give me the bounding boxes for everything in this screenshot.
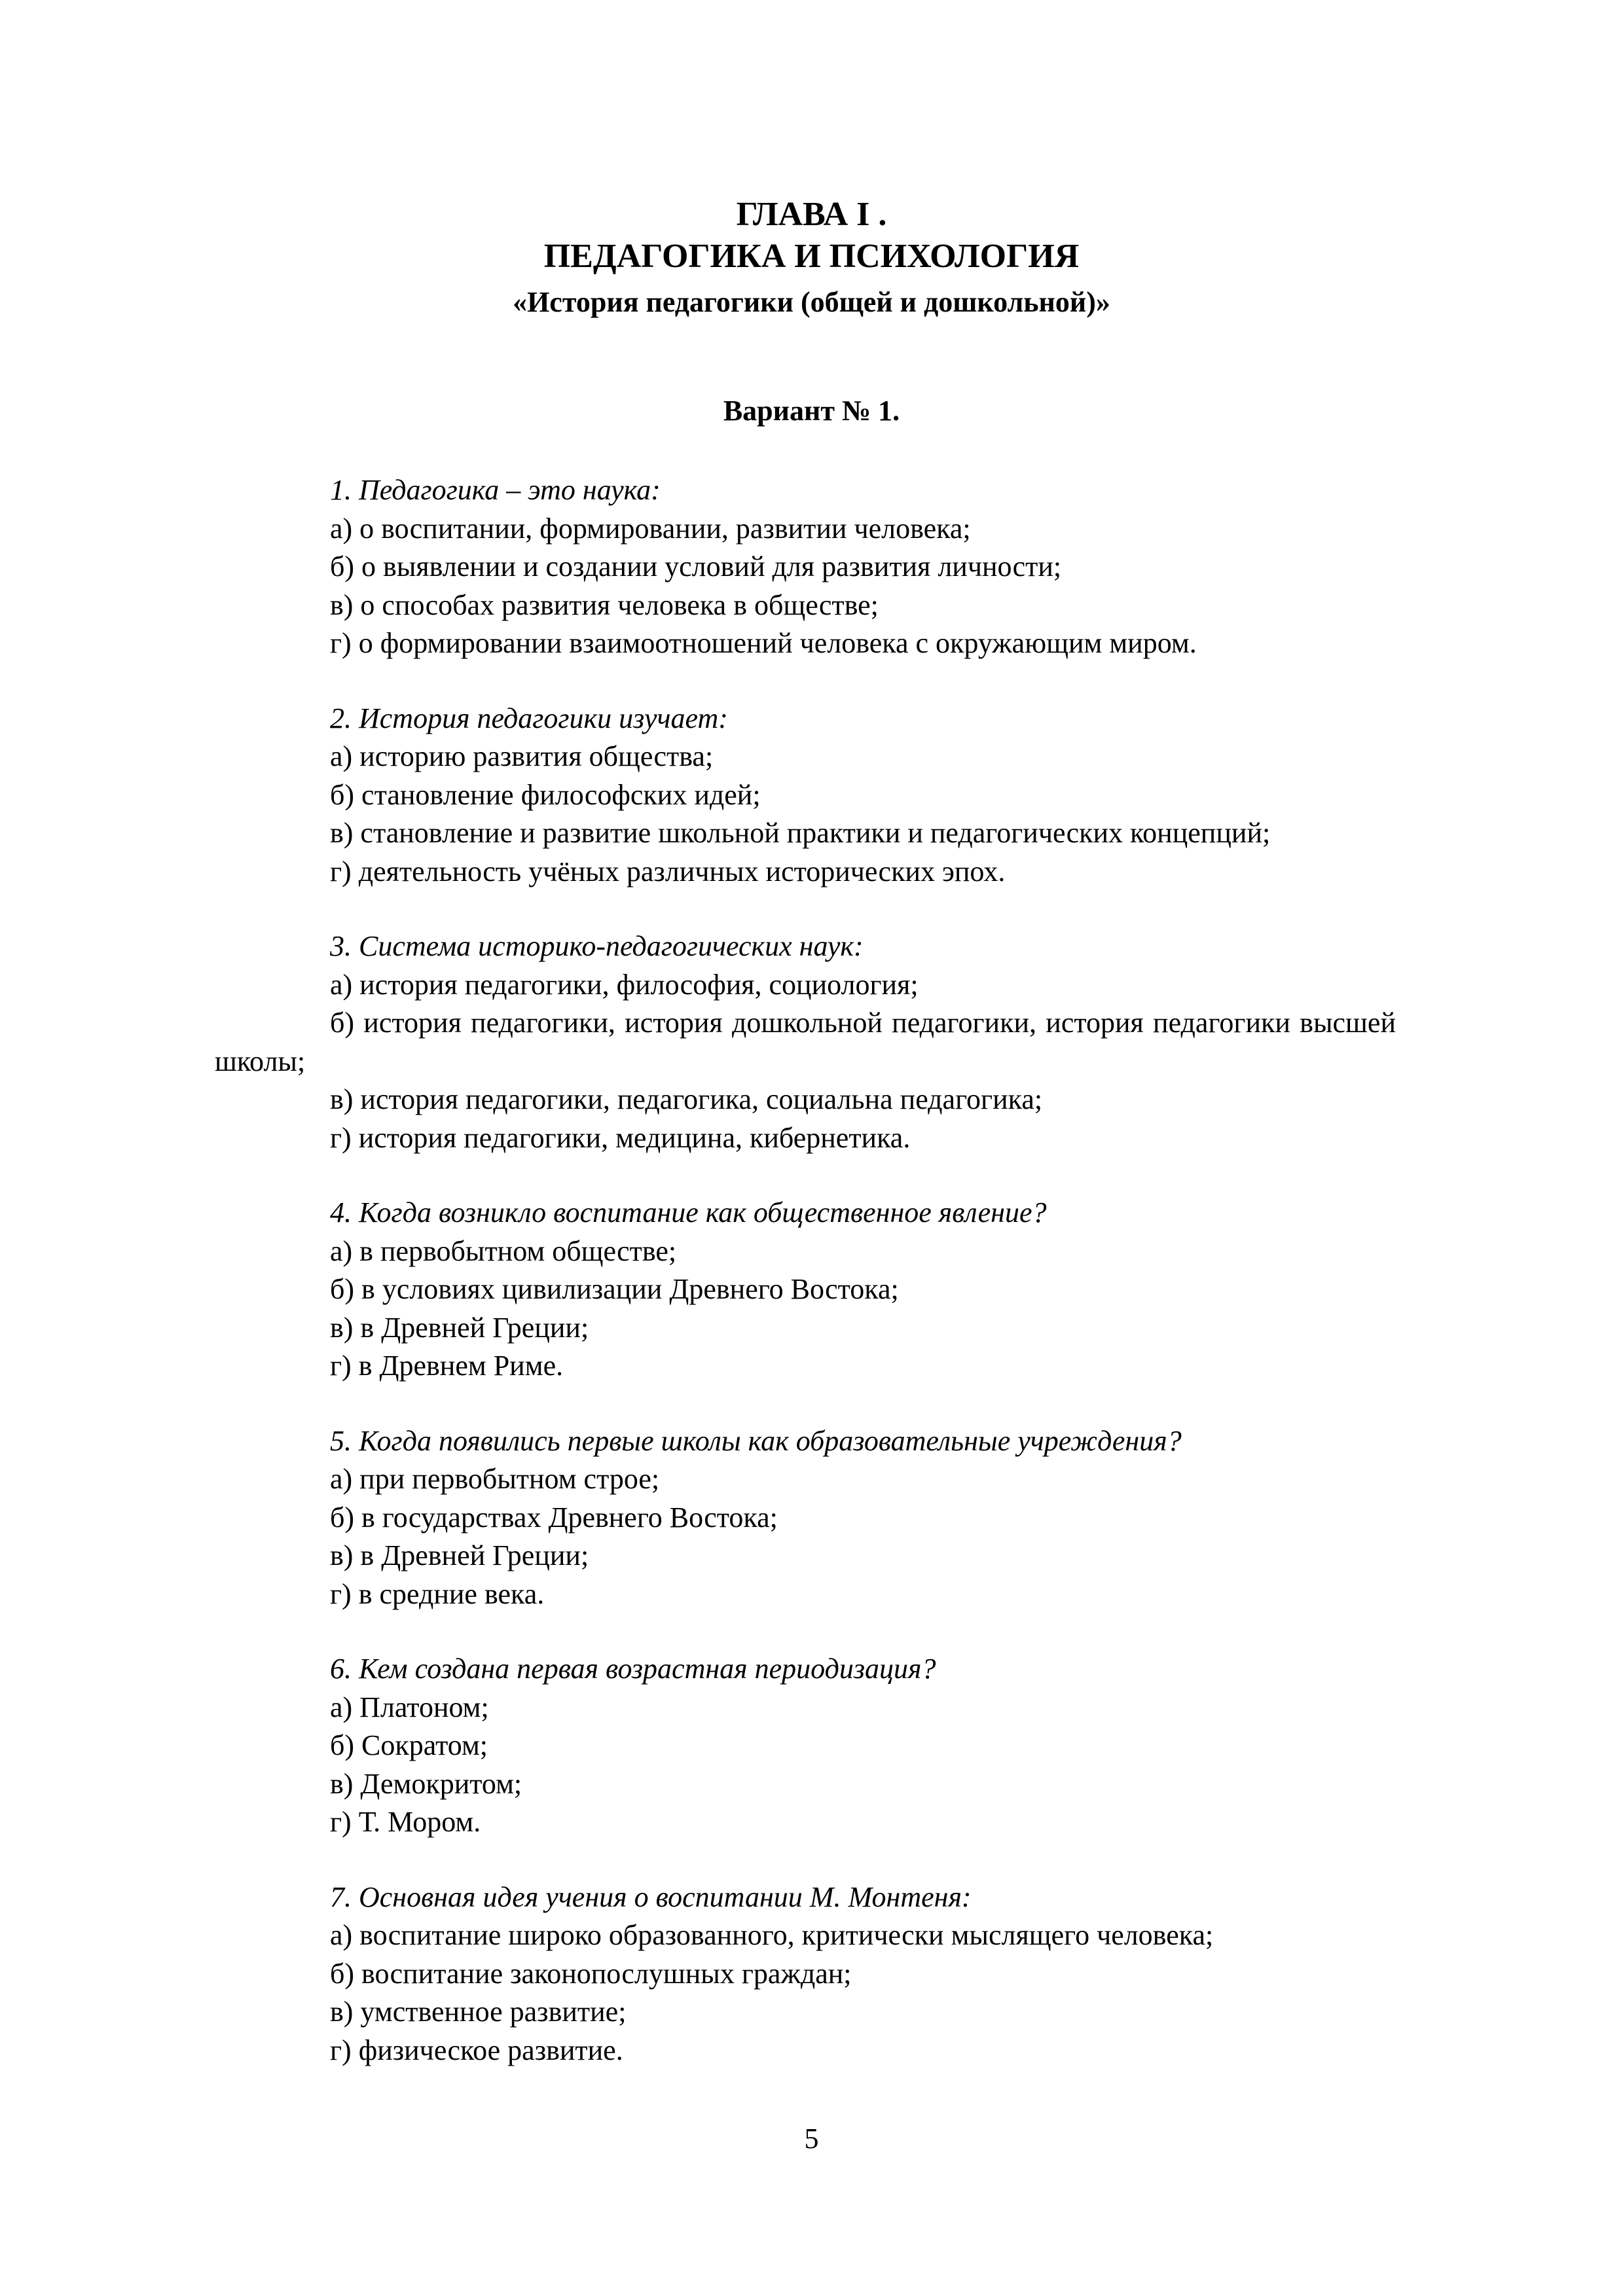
chapter-title: ГЛАВА I . [736, 196, 887, 233]
answer-option: в) Демокритом; [330, 1767, 522, 1800]
answer-option: б) становление философских идей; [330, 778, 761, 811]
answer-option: а) воспитание широко образованного, критически мыслящего человека; [330, 1919, 1214, 1951]
answer-option: в) история педагогики, педагогика, социальна педагогика; [330, 1083, 1043, 1115]
question-text: 3. Система историко-педагогических наук: [330, 930, 864, 962]
question-text: 5. Когда появились первые школы как образовательные учреждения? [330, 1424, 1182, 1457]
answer-option: г) история педагогики, медицина, кибернетика. [330, 1121, 911, 1154]
answer-option: г) о формировании взаимоотношений человека с окружающим миром. [330, 627, 1197, 659]
answer-option: б) о выявлении и создании условий для развития личности; [330, 550, 1062, 583]
question-6 [215, 1650, 1396, 1842]
page-number: 5 [804, 2123, 819, 2155]
answer-option: г) физическое развитие. [330, 2034, 623, 2066]
answer-option: б) в государствах Древнего Востока; [330, 1501, 778, 1534]
answer-option: а) история педагогики, философия, социология; [330, 968, 919, 1001]
variant-title: Вариант № 1. [723, 395, 900, 427]
answer-option: а) о воспитании, формировании, развитии человека; [330, 512, 971, 545]
question-text: 7. Основная идея учения о воспитании М. Монтеня: [330, 1880, 972, 1913]
question-text: 6. Кем создана первая возрастная периодизация? [330, 1653, 936, 1685]
answer-option: г) Т. Мором. [330, 1806, 481, 1838]
question-7 [215, 1878, 1396, 2070]
question-text: 4. Когда возникло воспитание как общественное явление? [330, 1196, 1047, 1229]
answer-option: в) о способах развития человека в обществе; [330, 588, 879, 621]
question-1 [215, 471, 1396, 663]
answer-option: а) в первобытном обществе; [330, 1234, 677, 1267]
answer-option: в) в Древней Греции; [330, 1311, 589, 1344]
answer-option: в) становление и развитие школьной практики и педагогических концепций; [330, 817, 1271, 849]
answer-option: в) умственное развитие; [330, 1996, 627, 2028]
question-text: 1. Педагогика – это наука: [330, 474, 661, 506]
question-list [215, 471, 1396, 2106]
question-text: 2. История педагогики изучает: [330, 702, 728, 734]
question-2 [215, 700, 1396, 891]
answer-option: а) историю развития общества; [330, 740, 714, 772]
subject-title: ПЕДАГОГИКА И ПСИХОЛОГИЯ [543, 238, 1080, 275]
answer-option: г) в средние века. [330, 1577, 545, 1610]
answer-option: б) Сократом; [330, 1729, 488, 1761]
answer-option: а) Платоном; [330, 1691, 489, 1723]
answer-option: б) история педагогики, история дошкольной педагогики, история педагогики высшей школы; [215, 1007, 1396, 1077]
question-4 [215, 1194, 1396, 1386]
answer-option: б) в условиях цивилизации Древнего Востока; [330, 1273, 899, 1305]
course-title: «История педагогики (общей и дошкольной)» [513, 286, 1110, 318]
answer-option: г) деятельность учёных различных исторических эпох. [330, 855, 1006, 888]
answer-option: б) воспитание законопослушных граждан; [330, 1957, 852, 1990]
question-3 [215, 927, 1396, 1157]
question-5 [215, 1422, 1396, 1614]
answer-option: а) при первобытном строе; [330, 1463, 660, 1495]
answer-option: в) в Древней Греции; [330, 1539, 589, 1571]
answer-option: г) в Древнем Риме. [330, 1350, 564, 1382]
